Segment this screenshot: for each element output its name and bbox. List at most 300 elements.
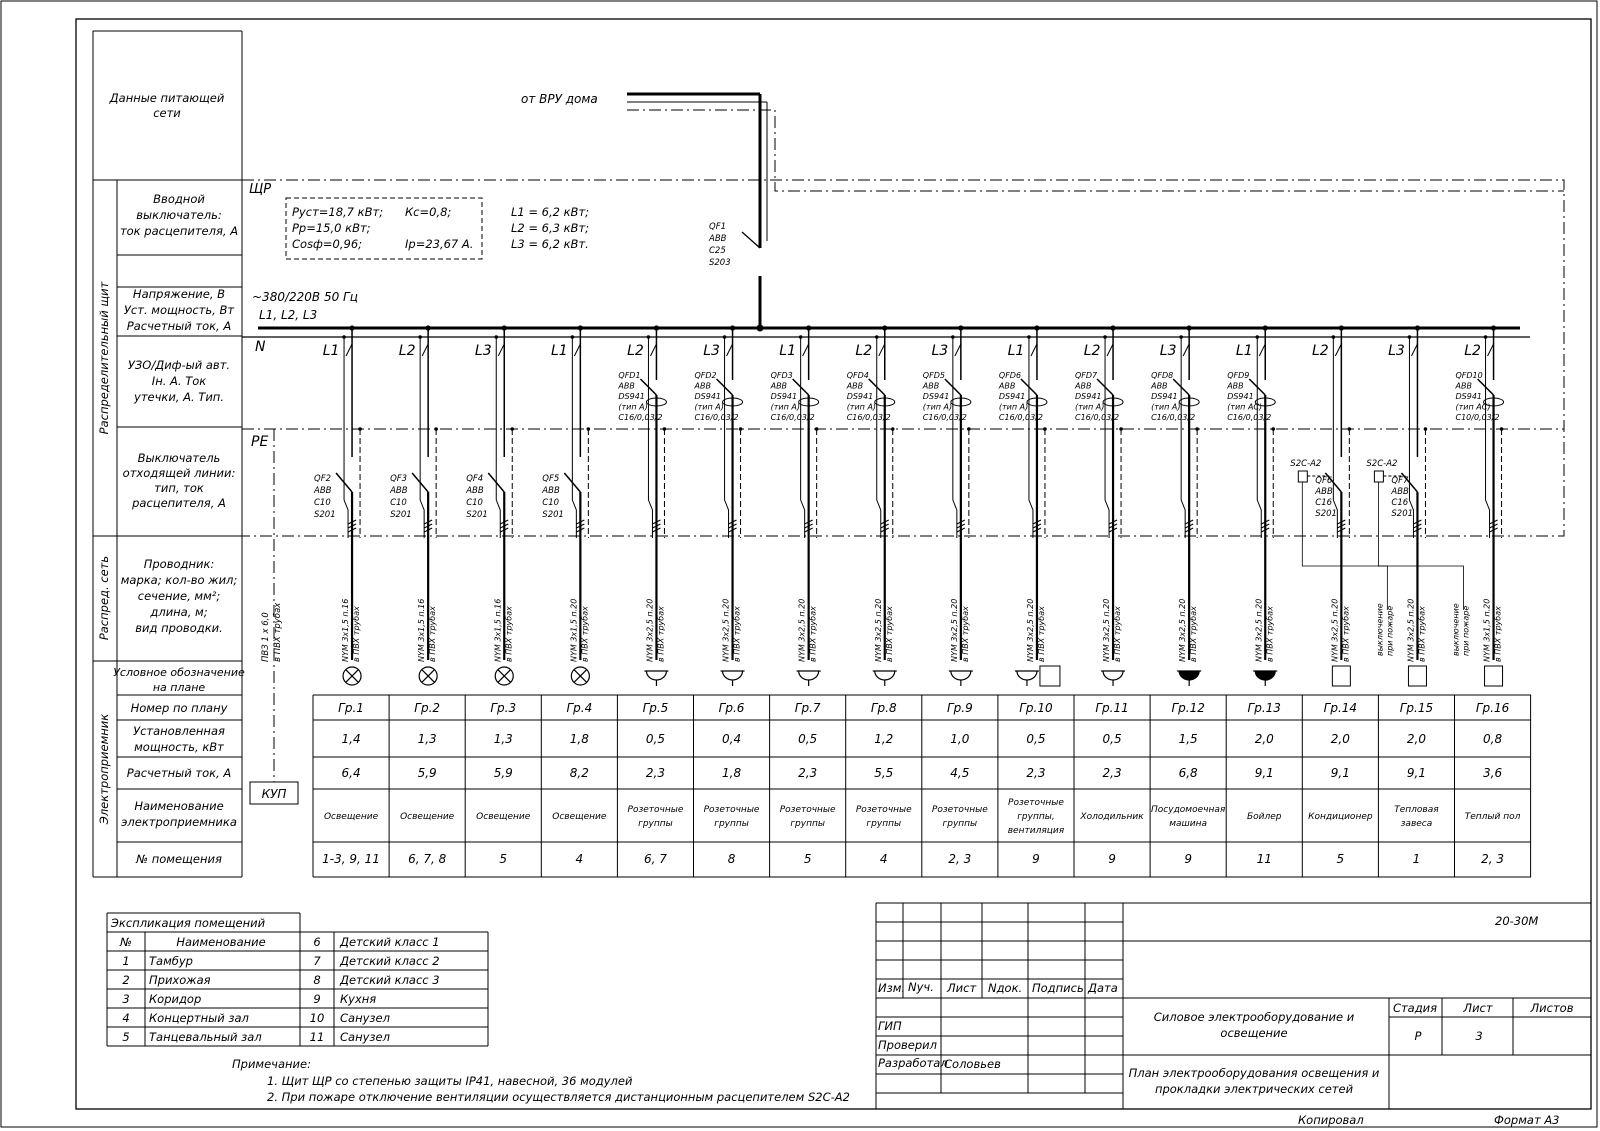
device-text: S201 (1391, 509, 1414, 519)
neutral-drop (1486, 500, 1490, 538)
room-name: Кухня (340, 992, 377, 1006)
room-no: 9 (313, 992, 321, 1006)
sheet-label: Лист (1463, 1001, 1493, 1015)
device-text: C16/0,03/2 (846, 413, 891, 422)
room-no: 1 (122, 954, 130, 968)
fire-note: выключение (1375, 603, 1385, 656)
device-text: (тип А) (770, 402, 800, 412)
param-kc: Кс=0,8; (405, 205, 452, 219)
phase-label: L3 (931, 343, 949, 359)
receiver-name: Освещение (400, 812, 455, 822)
group-number: Гр.2 (414, 701, 441, 715)
cable-text: NYM 3х2,5 п.20 (721, 598, 731, 662)
network-vertical-label: Распред. сеть (97, 555, 111, 641)
device-text: ABB (1075, 381, 1092, 391)
device-text: DS941 (694, 392, 722, 401)
group-2 (389, 325, 455, 877)
device-text: ABB (314, 486, 332, 496)
qf1-make: ABB (709, 234, 727, 244)
room-name: Тамбур (149, 954, 193, 968)
device-text: DS941 (618, 392, 645, 401)
receiver-name-label-2: электроприемника (121, 815, 237, 829)
calc-current: 3,6 (1483, 766, 1503, 780)
device-text: S201 (466, 510, 488, 520)
receiver-name: Холодильник (1080, 812, 1144, 822)
room-name: Детский класс 2 (340, 954, 440, 968)
tb-header-list: Лист (947, 981, 977, 995)
notes-title: Примечание: (232, 1057, 311, 1071)
device-text: (тип А) (1151, 402, 1181, 412)
calc-current: 9,1 (1406, 766, 1426, 780)
installed-power: 0,5 (1102, 732, 1122, 746)
tb-role-gip: ГИП (878, 1019, 902, 1033)
installed-power: 0,5 (798, 732, 818, 746)
receiver-name: Розеточные (855, 805, 912, 815)
room-name: Детский класс 1 (340, 935, 440, 949)
panel-label: ЩР (249, 182, 272, 197)
cable-text: в ПВХ трубах (1341, 606, 1351, 662)
cable-text: NYM 3х2,5 п.20 (1025, 598, 1035, 662)
installed-power: 2,0 (1254, 732, 1274, 746)
copied-label: Копировал (1298, 1113, 1364, 1127)
cable-text: в ПВХ трубах (732, 606, 742, 662)
input-breaker-label-2: выключатель: (136, 208, 222, 222)
input-breaker-label-3: ток расцепителя, А (119, 224, 239, 238)
conductor-label-1: Проводник: (143, 557, 215, 571)
group-4 (541, 325, 607, 877)
receiver-name: завеса (1400, 819, 1433, 829)
tb-header-izm: Изм. (878, 981, 906, 995)
calc-current: 1,8 (722, 766, 742, 780)
device-text: QF6 (1315, 476, 1333, 486)
room-number: 4 (879, 852, 888, 866)
equipment-box-icon (1408, 666, 1426, 686)
device-text: C10 (314, 498, 331, 508)
supply-line-2: L1, L2, L3 (259, 308, 318, 322)
installed-power: 0,8 (1483, 732, 1503, 746)
cable-text: NYM 3х2,5 п.20 (1254, 598, 1264, 662)
cable-text: в ПВХ трубах (1417, 606, 1427, 662)
device-text: C16/0,03/2 (1227, 413, 1272, 422)
kup-cable-1: ПВЗ 1 х 6,0 (261, 612, 271, 662)
device-text: (тип АС) (1227, 402, 1263, 412)
installed-power: 1,8 (569, 732, 589, 746)
rcd-label-1: УЗО/Диф-ый авт. (127, 358, 231, 372)
group-number: Гр.15 (1399, 701, 1434, 715)
phase-tick (1107, 344, 1113, 356)
receiver-name-label-1: Наименование (134, 799, 224, 813)
room-number: 4 (575, 852, 584, 866)
phase-tick (650, 344, 656, 356)
equipment-box-icon (1485, 666, 1503, 686)
cable-text: в ПВХ трубах (1493, 606, 1503, 662)
cable-text: NYM 3х2,5 п.20 (1406, 598, 1416, 662)
device-text: QFD4 (846, 371, 869, 380)
phase-label: L2 (1083, 343, 1101, 359)
note-1: 1. Щит ЩР со степенью защиты IP41, навесной, 36 модулей (267, 1074, 633, 1088)
phase-tick (1335, 344, 1341, 356)
device-text: ABB (390, 486, 408, 496)
socket-arc (1255, 671, 1275, 680)
cable-text: NYM 3х2,5 п.20 (645, 598, 655, 662)
room-number: 11 (1256, 852, 1272, 866)
phase-tick (727, 344, 733, 356)
receiver-name: Розеточные (779, 805, 836, 815)
conductor-label-3: сечение, мм²; (137, 589, 221, 603)
neutral-drop (420, 500, 424, 538)
device-text: DS941 (922, 392, 950, 401)
device-text: QF4 (466, 474, 484, 484)
rcd-label-2: Iн. А. Ток (151, 374, 207, 388)
phase-label: L1 (550, 343, 568, 359)
cable-text: NYM 3х2,5 п.20 (873, 598, 883, 662)
device-text: (тип А) (922, 402, 953, 412)
phase-label: L3 (1388, 343, 1405, 359)
phase-label: L2 (398, 343, 416, 359)
out-breaker-label-3: тип, ток (154, 481, 204, 495)
calc-current: 2,3 (798, 766, 818, 780)
conductor-label-5: вид проводки. (135, 621, 223, 635)
device-text: QF2 (314, 474, 331, 484)
room-number: 1 (1412, 852, 1421, 866)
phase-tick (879, 344, 885, 356)
device-text: ABB (998, 381, 1016, 391)
group-3 (465, 325, 531, 877)
calc-current-label: Расчетный ток, А (126, 766, 232, 780)
calc-current: 5,9 (493, 766, 513, 780)
device-text: C10 (542, 498, 560, 508)
neutral-drop (801, 500, 805, 538)
group-number: Гр.7 (794, 701, 821, 715)
device-text: S201 (314, 510, 336, 520)
tb-role-checked: Проверил (878, 1038, 937, 1052)
receiver-name: Розеточные (931, 805, 988, 815)
fire-note: выключение (1451, 603, 1461, 656)
conductor-label-2: марка; кол-во жил; (120, 573, 238, 587)
qf1-label: QF1 (709, 222, 726, 232)
group-number: Гр.3 (490, 701, 517, 715)
s2c-box (1298, 471, 1307, 482)
installed-power: 1,3 (417, 732, 437, 746)
phase-tick (955, 344, 961, 356)
format-label: Формат А3 (1494, 1113, 1560, 1127)
installed-power: 1,4 (341, 732, 361, 746)
calc-current: 9,1 (1330, 766, 1350, 780)
neutral-drop (877, 500, 881, 538)
device-text: QFD8 (1151, 371, 1174, 380)
cable-text: в ПВХ трубах (656, 606, 666, 662)
room-number: 9 (1184, 852, 1192, 866)
room-name: Танцевальный зал (149, 1030, 262, 1044)
phase-label: L3 (703, 343, 720, 359)
device-text: DS941 (1151, 392, 1178, 401)
device-text: C10 (466, 498, 483, 508)
phase-label: L1 (322, 343, 340, 359)
neutral-drop (725, 500, 729, 538)
group-number: Гр.5 (642, 701, 669, 715)
group-5 (617, 325, 683, 877)
device-text: ABB (466, 486, 484, 496)
device-text: DS941 (1227, 392, 1254, 401)
device-text: (тип А) (846, 402, 877, 412)
device-text: S201 (390, 510, 412, 520)
room-no: 4 (122, 1011, 130, 1025)
room-no: 6 (313, 935, 321, 949)
device-text: (тип А) (998, 402, 1029, 412)
room-number: 5 (803, 852, 812, 866)
phase-label: L2 (1464, 343, 1481, 359)
room-name: Санузел (340, 1011, 390, 1025)
device-text: C10 (390, 498, 407, 508)
panel-vertical-label: Распределительный щит (97, 281, 111, 435)
group-6 (694, 325, 760, 877)
room-number-label: № помещения (136, 852, 222, 866)
receiver-name: Посудомоечная (1151, 805, 1226, 815)
receiver-name: Розеточные (627, 805, 684, 815)
group-7 (770, 325, 836, 877)
param-ip: Iр=23,67 А. (405, 237, 474, 251)
cable-text: NYM 3х2,5 п.20 (949, 598, 959, 662)
device-text: ABB (846, 381, 864, 391)
param-p-inst: Руст=18,7 кВт; (292, 205, 384, 219)
device-text: ABB (770, 381, 788, 391)
room-no: 8 (313, 973, 321, 987)
calc-current: 6,8 (1178, 766, 1198, 780)
receiver-name: Теплый пол (1464, 812, 1521, 822)
phase-label: L1 (1235, 343, 1253, 359)
device-text: QFD9 (1227, 371, 1250, 380)
param-l1: L1 = 6,2 кВт; (511, 205, 590, 219)
room-no: 5 (122, 1030, 130, 1044)
device-text: C16/0,03/2 (998, 413, 1043, 422)
phase-tick (803, 344, 809, 356)
room-no: 11 (309, 1030, 325, 1044)
device-text: (тип А) (694, 402, 724, 412)
cable-text: в ПВХ трубах (1036, 606, 1046, 662)
group-number: Гр.14 (1323, 701, 1358, 715)
phase-tick (1183, 344, 1189, 356)
socket-arc (1179, 671, 1199, 680)
socket-arc (1103, 671, 1123, 680)
project-title-1: Силовое электрооборудование и (1153, 1010, 1355, 1024)
phase-tick (574, 344, 580, 356)
phase-label: L1 (1007, 343, 1025, 359)
group-1 (313, 325, 380, 877)
neutral-drop (1409, 500, 1413, 538)
room-number: 1-3, 9, 11 (322, 852, 380, 866)
calc-current: 9,1 (1254, 766, 1274, 780)
installed-power-label-2: мощность, кВт (134, 740, 224, 754)
out-breaker-label-2: отходящей линии: (122, 466, 236, 480)
neutral-drop (1105, 500, 1109, 538)
installed-power: 0,4 (722, 732, 742, 746)
phase-label: L2 (627, 343, 644, 359)
cable-text: NYM 3х1,5 п.16 (341, 598, 351, 662)
neutral-drop (953, 500, 957, 538)
group-9 (922, 325, 988, 877)
group-number: Гр.8 (870, 701, 897, 715)
device-text: C10/0,03/2 (1455, 413, 1500, 422)
receiver-name: Тепловая (1394, 805, 1439, 815)
cable-text: в ПВХ трубах (1265, 606, 1275, 662)
group-number: Гр.6 (718, 701, 745, 715)
phase-label: L3 (1159, 343, 1177, 359)
phase-tick (346, 344, 352, 356)
doc-code: 20-30М (1495, 914, 1539, 928)
neutral-drop (572, 500, 576, 538)
device-text: ABB (542, 486, 560, 496)
calc-current: 5,5 (874, 766, 894, 780)
cable-text: NYM 3х2,5 п.20 (797, 598, 807, 662)
receiver-name: Освещение (476, 812, 531, 822)
device-text: C16 (1391, 498, 1409, 508)
sheet-title-2: прокладки электрических сетей (1154, 1082, 1354, 1096)
tb-header-ndok: Nдок. (988, 981, 1023, 995)
neutral-drop (344, 500, 348, 538)
installed-power: 0,5 (645, 732, 665, 746)
group-13 (1226, 325, 1282, 877)
cable-text: в ПВХ трубах (428, 606, 438, 662)
calc-current: 8,2 (569, 766, 589, 780)
installed-power: 1,3 (493, 732, 513, 746)
conductor-label-4: длина, м; (150, 605, 208, 619)
s2c-box (1374, 471, 1383, 482)
cable-text: NYM 3х1,5 п.20 (1482, 598, 1492, 662)
stage-label: Стадия (1392, 1001, 1438, 1015)
receiver-name: машина (1169, 819, 1208, 829)
device-text: ABB (1151, 381, 1168, 391)
tb-header-sign: Подпись (1032, 981, 1084, 995)
group-11 (1074, 325, 1144, 877)
param-l3: L3 = 6,2 кВт. (511, 237, 589, 251)
room-no: 3 (122, 992, 130, 1006)
device-text: ABB (1227, 381, 1244, 391)
neutral-drop (1333, 500, 1337, 538)
device-text: C16/0,03/2 (618, 413, 663, 422)
cable-text: NYM 3х2,5 п.20 (1102, 598, 1112, 662)
group-number: Гр.13 (1247, 701, 1281, 715)
cable-text: в ПВХ трубах (884, 606, 894, 662)
voltage-label-3: Расчетный ток, А (126, 319, 232, 333)
phase-tick (1488, 344, 1494, 356)
socket-arc (875, 671, 895, 680)
device-text: C16/0,03/2 (770, 413, 815, 422)
phase-label: L2 (855, 343, 873, 359)
receiver-name: Освещение (552, 812, 607, 822)
room-no: 2 (122, 973, 130, 987)
cable-text: NYM 3х2,5 п.20 (1330, 598, 1340, 662)
device-text: DS941 (1075, 392, 1102, 401)
socket-arc (1017, 671, 1037, 680)
tb-header-nuch: Nуч. (908, 980, 934, 994)
receiver-name: Розеточные (703, 805, 760, 815)
device-text: (тип А) (618, 402, 648, 412)
device-text: QF7 (1391, 476, 1409, 486)
calc-current: 2,3 (1026, 766, 1046, 780)
device-text: QFD5 (922, 371, 945, 380)
socket-arc (799, 671, 819, 680)
s2c-label: S2C-A2 (1366, 459, 1398, 469)
cable-text: в ПВХ трубах (960, 606, 970, 662)
device-text: C16/0,03/2 (1075, 413, 1120, 422)
room-no: 10 (309, 1011, 325, 1025)
device-text: QFD6 (998, 371, 1022, 380)
cable-text: NYM 3х2,5 п.20 (1178, 598, 1188, 662)
device-text: C16/0,03/2 (1151, 413, 1196, 422)
explication-title: Экспликация помещений (110, 916, 266, 930)
receiver-name: Освещение (323, 812, 379, 822)
receiver-name: группы (714, 819, 749, 829)
receiver-name: Розеточные (1008, 798, 1064, 808)
room-no: 7 (313, 954, 321, 968)
cable-text: в ПВХ трубах (504, 606, 514, 662)
calc-current: 6,4 (341, 766, 361, 780)
receivers-vertical-label: Электроприемник (97, 713, 111, 825)
group-number: Гр.4 (566, 701, 593, 715)
room-number: 5 (1336, 852, 1345, 866)
installed-power: 1,0 (950, 732, 970, 746)
installed-power: 0,5 (1026, 732, 1046, 746)
device-text: (тип АС) (1455, 402, 1491, 412)
device-text: ABB (1391, 487, 1409, 497)
kup-cable-2: в ПВХ трубах (273, 602, 283, 662)
device-text: QFD1 (618, 371, 641, 380)
cable-text: в ПВХ трубах (1113, 606, 1123, 662)
device-text: QFD2 (694, 371, 717, 380)
cable-text: NYM 3х1,5 п.16 (417, 598, 427, 662)
device-text: (тип А) (1075, 402, 1105, 412)
phase-label: L3 (474, 343, 492, 359)
device-text: DS941 (998, 392, 1026, 401)
installed-power: 1,2 (874, 732, 894, 746)
receiver-name: вентиляция (1007, 826, 1065, 836)
phase-tick (1411, 344, 1417, 356)
cable-text: в ПВХ трубах (580, 606, 590, 662)
device-text: DS941 (1455, 392, 1483, 401)
group-number: Гр.10 (1019, 701, 1053, 715)
receiver-name: группы (942, 819, 978, 829)
qf1-model: S203 (709, 258, 731, 268)
input-breaker-label-1: Вводной (153, 192, 205, 206)
fan-box-icon (1040, 666, 1060, 686)
room-name: Коридор (149, 992, 202, 1006)
receiver-name: группы (638, 819, 673, 829)
room-name: Прихожая (149, 973, 211, 987)
installed-power-label-1: Установленная (133, 724, 225, 738)
symbol-label-2: на плане (152, 681, 206, 694)
phase-label: L1 (779, 343, 797, 359)
neutral-drop (496, 500, 500, 538)
device-text: QFD7 (1075, 371, 1098, 380)
socket-arc (723, 671, 743, 680)
phase-tick (1031, 344, 1037, 356)
room-number: 8 (727, 852, 736, 866)
device-text: QF3 (390, 474, 408, 484)
plan-number-label: Номер по плану (130, 701, 228, 715)
out-breaker-label-1: Выключатель (137, 451, 221, 465)
group-number: Гр.9 (946, 701, 973, 715)
device-text: QFD10 (1455, 371, 1483, 380)
room-name: Детский класс 3 (340, 973, 440, 987)
receiver-name: группы, (1017, 812, 1055, 822)
explication-col-name: Наименование (176, 935, 266, 949)
calc-current: 5,9 (417, 766, 437, 780)
socket-arc (951, 671, 971, 680)
receiver-name: Кондиционер (1308, 812, 1373, 822)
fire-note: при пожаре (1385, 605, 1395, 656)
device-text: ABB (618, 381, 635, 391)
supply-line-1: ~380/220В 50 Гц (252, 290, 358, 304)
